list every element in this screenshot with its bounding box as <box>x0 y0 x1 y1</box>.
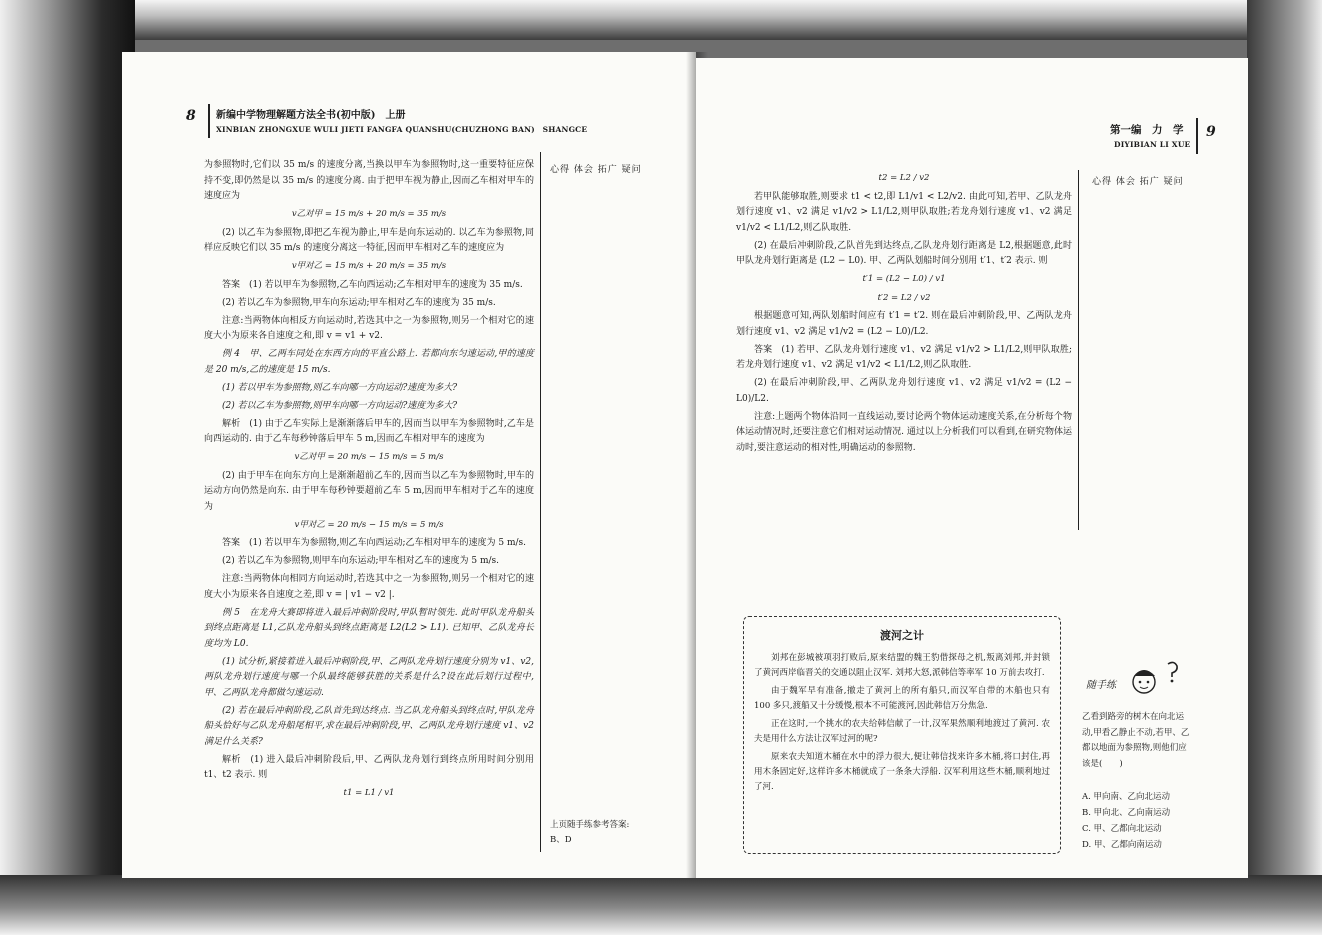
paragraph: (2) 在最后冲刺阶段,乙队首先到达终点,乙队龙舟划行距离是 L2,根据题意,此时甲队龙舟划行距离是 (L2 − L0). 甲、乙两队划船时间分别用 t′1、t′2 表示. 则 <box>736 240 1072 266</box>
paragraph: 若甲队能够取胜,则要求 t1 < t2,即 L1/v1 < L2/v2. 由此可知,若甲、乙队龙舟划行速度 v1、v2 满足 v1/v2 > L1/L2,则甲队取胜;若龙舟划行速度 v1、v2 满足 v1/v2 < L1/L2,则乙队取胜. <box>736 191 1072 233</box>
cartoon-student-icon <box>1122 658 1188 698</box>
story-title: 渡河之计 <box>880 629 924 642</box>
question: (2) 若以乙车为参照物,则甲车向哪一方向运动?速度为多大? <box>222 400 458 411</box>
left-header-subtitle: XINBIAN ZHONGXUE WULI JIETI FANGFA QUANSHU(CHUZHONG BAN) SHANGCE <box>216 125 588 134</box>
answer-paragraph: 答案 (1) 若以甲车为参照物,乙车向西运动;乙车相对甲车的速度为 35 m/s. <box>222 279 523 290</box>
question: (1) 若以甲车为参照物,则乙车向哪一方向运动?速度为多大? <box>222 382 458 393</box>
left-page <box>122 52 696 878</box>
answer-paragraph: 答案 (1) 若以甲车为参照物,则乙车向西运动;乙车相对甲车的速度为 5 m/s. <box>222 538 526 548</box>
right-page-number: 9 <box>1206 124 1216 140</box>
note-paragraph: 注意:当两物体向相同方向运动时,若选其中之一为参照物,则另一个相对它的速度大小为原来各自速度之差,即 v = | v1 − v2 |. <box>204 574 534 600</box>
answer-paragraph: 答案 (1) 若甲、乙队龙舟划行速度 v1、v2 满足 v1/v2 > L1/L2,则甲队取胜;若龙舟划行速度 v1、v2 满足 v1/v2 < L1/L2,则乙队取胜. <box>736 344 1072 370</box>
header-bar <box>1196 118 1198 154</box>
equation: v甲对乙 = 20 m/s − 15 m/s = 5 m/s <box>294 519 444 530</box>
story-paragraph: 原来农夫知道木桶在水中的浮力很大,便让韩信找来许多木桶,将口封住,再用木条固定好,这样许多木桶就成了一条条大浮船. 汉军利用这些木桶,顺利地过了河. <box>754 752 1050 792</box>
equation: v乙对甲 = 15 m/s + 20 m/s = 35 m/s <box>291 209 447 219</box>
equation: v乙对甲 = 20 m/s − 15 m/s = 5 m/s <box>294 452 444 462</box>
equation: t′1 = (L2 − L0) / v1 <box>862 274 946 284</box>
answer-label: 上页随手练参考答案: <box>550 820 630 830</box>
story-paragraph: 正在这时,一个挑水的农夫给韩信献了一计,汉军果然顺利地渡过了黄河. 农夫是用什么方法让汉军过河的呢? <box>754 719 1050 744</box>
paragraph: 根据题意可知,两队划船时间应有 t′1 = t′2. 则在最后冲刺阶段,甲、乙两队龙舟划行速度 v1、v2 满足 v1/v2 = (L2 − L0)/L2. <box>736 311 1072 337</box>
scan-shadow-top <box>0 0 1322 40</box>
scan-shadow-right <box>1247 0 1322 935</box>
left-header-title: 新编中学物理解题方法全书(初中版) 上册 <box>216 110 406 121</box>
paragraph: 为参照物时,它们以 35 m/s 的速度分离,当换以甲车为参照物时,这一重要特征应保持不变,即仍然是以 35 m/s 的速度分离. 由于把甲车视为静止,因而乙车相对甲车的速度应为 <box>204 160 534 201</box>
answer-paragraph: (2) 若以乙车为参照物,则甲车向东运动;甲车相对乙车的速度为 5 m/s. <box>222 556 499 566</box>
right-page <box>696 58 1248 878</box>
practice-option-a: A. 甲向南、乙向北运动 <box>1082 792 1171 802</box>
scan-shadow-bottom <box>0 875 1322 935</box>
practice-option-c: C. 甲、乙都向北运动 <box>1082 824 1162 834</box>
paragraph: (2) 以乙车为参照物,即把乙车视为静止,甲车是向东运动的. 以乙车为参照物,同样应反映它们以 35 m/s 的速度分离这一特征,因而甲车相对乙车的速度应为 <box>204 227 534 253</box>
note-paragraph: 注意:上题两个物体沿同一直线运动,要讨论两个物体运动速度关系,在分析每个物体运动情况时,还要注意它们相对运动情况. 通过以上分析我们可以看到,在研究物体运动时,要注意运动的相对性,明确运动的参照物. <box>736 411 1072 453</box>
example-5: 例 5 在龙舟大赛即将进入最后冲刺阶段时,甲队暂时领先. 此时甲队龙舟船头到终点距离是 L1,乙队龙舟船头到终点距离是 L2(L2 > L1). 已知甲、乙队龙舟长度均为 L0. <box>204 607 534 649</box>
story-box <box>743 616 1061 854</box>
right-side-label: 心得 体会 拓广 疑问 <box>1092 177 1184 187</box>
equation: t′2 = L2 / v2 <box>877 292 931 303</box>
solution-paragraph: 解析 (1) 由于乙车实际上是渐渐落后甲车的,因而当以甲车为参照物时,乙车是向西运动的. 由于乙车每秒钟落后甲车 5 m,因而乙车相对甲车的速度为 <box>204 418 534 444</box>
margin-divider <box>540 152 541 852</box>
answer-paragraph: (2) 若以乙车为参照物,甲车向东运动;甲车相对乙车的速度为 35 m/s. <box>222 297 496 308</box>
story-paragraph: 由于魏军早有准备,撤走了黄河上的所有船只,而汉军自带的木船也只有 100 多只,渡船又十分缓慢,根本不可能渡河,因此韩信万分焦急. <box>754 686 1050 711</box>
practice-option-d: D. 甲、乙都向南运动 <box>1082 840 1162 850</box>
left-side-label: 心得 体会 拓广 疑问 <box>550 165 642 175</box>
margin-divider <box>1078 170 1079 530</box>
scan-shadow-left <box>0 0 135 935</box>
right-main-column <box>736 170 1072 459</box>
practice-option-b: B. 甲向北、乙向南运动 <box>1082 808 1171 818</box>
solution-paragraph: 解析 (1) 进入最后冲刺阶段后,甲、乙两队龙舟划行到终点所用时间分别用 t1、t2 表示. 则 <box>204 754 534 780</box>
right-header-subtitle: DIYIBIAN LI XUE <box>1114 140 1191 149</box>
left-page-number: 8 <box>186 108 196 124</box>
equation: t2 = L2 / v2 <box>878 173 930 183</box>
practice-label: 随手练 <box>1086 680 1116 691</box>
story-paragraph: 刘邦在彭城被项羽打败后,原来结盟的魏王豹借探母之机,叛离刘邦,并封锁了黄河西岸临晋关的交通以阻止汉军. 刘邦大怒,派韩信等率军 10 万前去攻打. <box>754 653 1050 678</box>
header-bar <box>208 104 210 138</box>
left-main-column <box>204 158 534 805</box>
equation: t1 = L1 / v1 <box>343 788 395 798</box>
example-4: 例 4 甲、乙两车同处在东西方向的平直公路上. 若都向东匀速运动,甲的速度是 20 m/s,乙的速度是 15 m/s. <box>204 349 534 375</box>
paragraph: (2) 由于甲车在向东方向上是渐渐超前乙车的,因而当以乙车为参照物时,甲车的运动方向仍然是向东. 由于甲车每秒钟要超前乙车 5 m,因而甲车相对于乙车的速度为 <box>204 470 534 512</box>
question: (1) 试分析,紧接着进入最后冲刺阶段,甲、乙两队龙舟划行速度分别为 v1、v2,两队龙舟划行速度与哪一个队最终能够获胜的关系是什么?设在此后划行过程中,甲、乙两队龙舟都做匀速运动. <box>204 656 534 698</box>
practice-question: 乙看到路旁的树木在向北运动,甲看乙静止不动,若甲、乙都以地面为参照物,则他们应该是( ) <box>1082 712 1190 769</box>
answer-value: B、D <box>550 835 572 845</box>
right-header-title: 第一编 力 学 <box>1110 124 1184 136</box>
question: (2) 若在最后冲刺阶段,乙队首先到达终点. 当乙队龙舟船头到终点时,甲队龙舟船头恰好与乙队龙舟船尾相平,求在最后冲刺阶段,甲、乙两队龙舟划行速度 v1、v2 满足什么关系? <box>204 705 534 747</box>
answer-paragraph: (2) 在最后冲刺阶段,甲、乙两队龙舟划行速度 v1、v2 满足 v1/v2 = (L2 − L0)/L2. <box>736 378 1072 404</box>
note-paragraph: 注意:当两物体向相反方向运动时,若选其中之一为参照物,则另一个相对它的速度大小为原来各自速度之和,即 v = v1 + v2. <box>204 315 534 341</box>
equation: v甲对乙 = 15 m/s + 20 m/s = 35 m/s <box>291 261 447 271</box>
